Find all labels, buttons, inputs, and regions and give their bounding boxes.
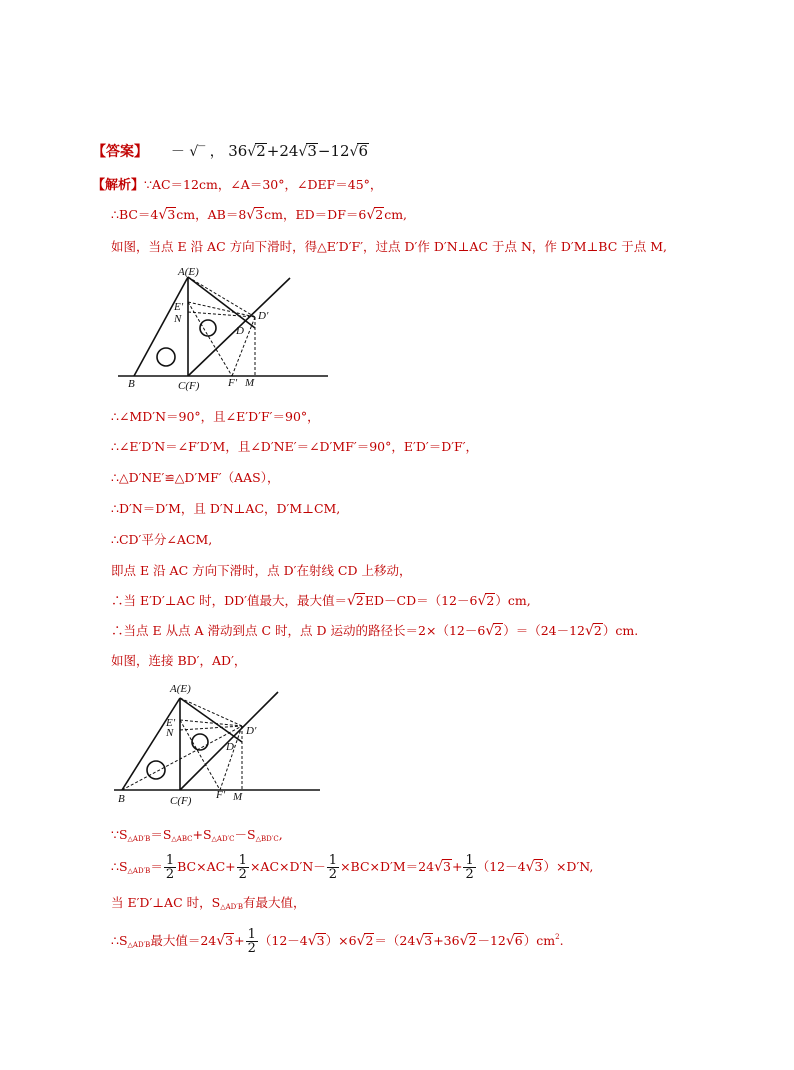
side-ab — [134, 277, 188, 376]
label-n: N — [174, 313, 182, 325]
analysis-line-14: $\therefore S_{\triangle AD'B}=$ $\frac{1}{2}$ BC×AC+ $\frac{1}{2}$ ×AC×D′N－ $\frac{1}{2}$ ×BC×D′M＝24√3+ $\frac{1}{2}$ （12－4√3）×D′N, — [111, 853, 594, 882]
analysis-line-7: ∴D′N＝D′M，且 D′N⊥AC，D′M⊥CM, — [111, 501, 341, 516]
analysis-line-11: ∴当点 E 从点 A 滑动到点 C 时，点 D 运动的路径长＝2×（12－6√2）＝（24－12√2）cm. — [111, 623, 639, 639]
label-m-2: M — [233, 791, 243, 803]
label-n-2: N — [166, 727, 174, 739]
answer-sep: ， — [209, 144, 224, 160]
analysis-line-15: 当 E′D′⊥AC 时，$S_{\triangle AD'B}$有最大值， — [111, 895, 306, 911]
geometry-figure-2 — [108, 680, 338, 810]
analysis-line-3: 如图，当点 E 沿 AC 方向下滑时，得△E′D′F′，过点 D′作 D′N⊥AC 于点 N，作 D′M⊥BC 于点 M, — [111, 239, 667, 254]
label-b-2: B — [118, 793, 125, 805]
analysis-text-1: ∵AC＝12cm，∠A＝30°，∠DEF＝45°， — [144, 177, 383, 192]
analysis-line-2: ∴BC＝4√3cm，AB＝8√3cm，ED＝DF＝6√2cm, — [111, 207, 408, 223]
label-m: M — [245, 377, 255, 389]
answer-expr: 36√2+24√3−12√6 — [228, 142, 368, 160]
analysis-line-8: ∴CD′平分∠ACM, — [111, 532, 213, 547]
label-e-prime-2: E′ — [166, 717, 176, 729]
circle-right — [200, 320, 216, 336]
label-e-prime: E′ — [174, 301, 184, 313]
fraction-half: $\frac{1}{2}$ — [165, 853, 175, 882]
circle-left — [157, 348, 175, 366]
analysis-line-13: $\because S_{\triangle AD'B}=S_{\triangle ABC}+S_{\triangle AD'C}-S_{\triangle BD'C}$, — [111, 827, 283, 843]
circle-right-2 — [192, 734, 208, 750]
side-ab-2 — [122, 698, 180, 790]
analysis-line-6: ∴△D′NE′≌△D′MF′（AAS）， — [111, 470, 280, 485]
label-d-prime: D′ — [258, 310, 269, 322]
analysis-line-16: $\therefore S_{\triangle AD'B}$最大值＝24√3+ $\frac{1}{2}$ $(12-4√3)\times 6√2=(24√3+36√2-12√6)cm^2$. — [111, 927, 564, 956]
label-b: B — [128, 378, 135, 390]
analysis-line-5: ∴∠E′D′N＝∠F′D′M，且∠D′NE′＝∠D′MF′＝90°，E′D′＝D′F′， — [111, 439, 479, 454]
label-c-2: C(F) — [170, 795, 192, 807]
label-c: C(F) — [178, 380, 200, 392]
answer-line — [92, 142, 369, 161]
label-f-prime: F′ — [228, 377, 238, 389]
analysis-line-10: ∴当 E′D′⊥AC 时，DD′值最大，最大值＝√2ED－CD＝（12－6√2）cm, — [111, 593, 531, 609]
geometry-figure-1 — [110, 262, 350, 392]
circle-left-2 — [147, 761, 165, 779]
label-d: D — [236, 325, 244, 337]
label-a: A(E) — [178, 266, 199, 278]
answer-label: 【答案】 — [92, 144, 148, 160]
label-f-prime-2: F′ — [216, 789, 226, 801]
label-d-2: D — [226, 741, 234, 753]
analysis-line-12: 如图，连接 BD′，AD′， — [111, 653, 247, 668]
analysis-line-9: 即点 E 沿 AC 方向下滑时，点 D′在射线 CD 上移动， — [111, 563, 412, 578]
label-d-prime-2: D′ — [246, 725, 257, 737]
analysis-line-4: ∴∠MD′N＝90°，且∠E′D′F′＝90°， — [111, 409, 320, 424]
label-a-2: A(E) — [170, 683, 191, 695]
analysis-line-1 — [92, 176, 382, 195]
analysis-label: 【解析】 — [92, 178, 145, 193]
answer-blank: － √‾ — [170, 144, 206, 160]
